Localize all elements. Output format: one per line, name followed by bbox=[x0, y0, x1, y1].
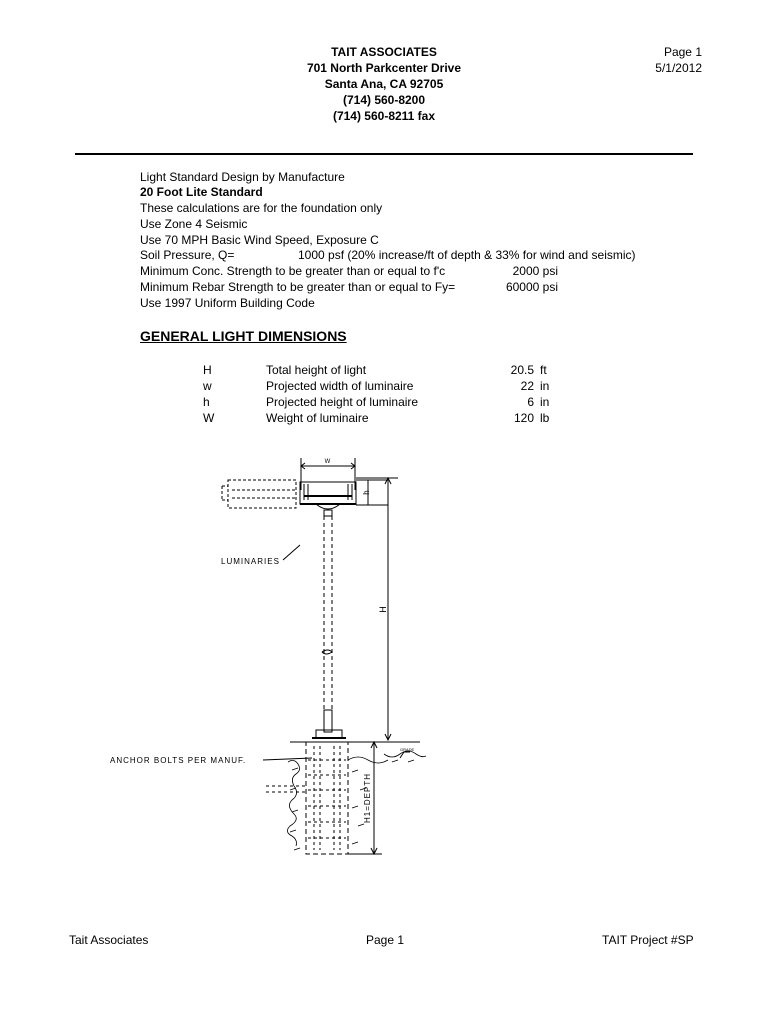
dimension-unit: in bbox=[540, 379, 550, 393]
note-design: Light Standard Design by Manufacture bbox=[140, 170, 345, 184]
company-name: TAIT ASSOCIATES bbox=[331, 45, 437, 59]
concrete-strength-value: 2000 psi bbox=[512, 264, 558, 278]
light-pole-diagram bbox=[0, 440, 768, 880]
dimension-unit: in bbox=[540, 395, 550, 409]
note-standard: 20 Foot Lite Standard bbox=[140, 185, 263, 199]
dimension-unit: lb bbox=[540, 411, 550, 425]
header-divider bbox=[75, 153, 693, 155]
dimension-symbol: w bbox=[203, 379, 212, 393]
dimension-description: Weight of luminaire bbox=[266, 411, 369, 425]
dimension-symbol: W bbox=[203, 411, 215, 425]
note-wind: Use 70 MPH Basic Wind Speed, Exposure C bbox=[140, 233, 379, 247]
note-code: Use 1997 Uniform Building Code bbox=[140, 296, 315, 310]
fax-number: (714) 560-8211 fax bbox=[332, 109, 436, 123]
page-info bbox=[610, 44, 702, 76]
dimension-description: Total height of light bbox=[266, 363, 367, 377]
luminaire-height-label: h bbox=[362, 489, 371, 495]
address-line-1: 701 North Parkcenter Drive bbox=[306, 61, 462, 75]
concrete-strength-label: Minimum Conc. Strength to be greater than or equal to f'c bbox=[140, 264, 446, 278]
dimension-description: Projected width of luminaire bbox=[266, 379, 414, 393]
phone-number: (714) 560-8200 bbox=[342, 93, 426, 107]
anchor-bolts-label: ANCHOR BOLTS PER MANUF. bbox=[110, 756, 247, 765]
dimension-value: 6 bbox=[527, 395, 534, 409]
grade-label: GRADE bbox=[400, 747, 415, 752]
dimension-symbol: H bbox=[203, 363, 212, 377]
address-line-2: Santa Ana, CA 92705 bbox=[324, 77, 444, 91]
dimension-unit: ft bbox=[540, 363, 547, 377]
soil-pressure-label: Soil Pressure, Q= bbox=[140, 248, 235, 262]
note-seismic: Use Zone 4 Seismic bbox=[140, 217, 248, 231]
footer-page: Page 1 bbox=[366, 933, 405, 947]
total-height-label: H bbox=[378, 605, 388, 613]
page-number: Page 1 bbox=[663, 45, 702, 59]
rebar-strength-value: 60000 psi bbox=[505, 280, 558, 294]
footer-company: Tait Associates bbox=[69, 933, 149, 947]
section-heading: GENERAL LIGHT DIMENSIONS bbox=[140, 328, 347, 344]
page-date: 5/1/2012 bbox=[655, 61, 702, 75]
dimension-description: Projected height of luminaire bbox=[266, 395, 419, 409]
dimension-value: 22 bbox=[520, 379, 534, 393]
depth-label: H1=DEPTH bbox=[363, 772, 372, 824]
dimension-value: 20.5 bbox=[510, 363, 534, 377]
rebar-strength-label: Minimum Rebar Strength to be greater than or equal to Fy= bbox=[140, 280, 456, 294]
dimension-symbol: h bbox=[203, 395, 210, 409]
luminaries-label: LUMINARIES bbox=[221, 557, 280, 566]
note-scope: These calculations are for the foundation only bbox=[140, 201, 383, 215]
soil-pressure-value: 1000 psf (20% increase/ft of depth & 33% for wind and seismic) bbox=[298, 248, 636, 262]
width-label: W bbox=[324, 459, 332, 465]
dimension-value: 120 bbox=[513, 411, 534, 425]
footer-project: TAIT Project #SP bbox=[602, 933, 694, 947]
